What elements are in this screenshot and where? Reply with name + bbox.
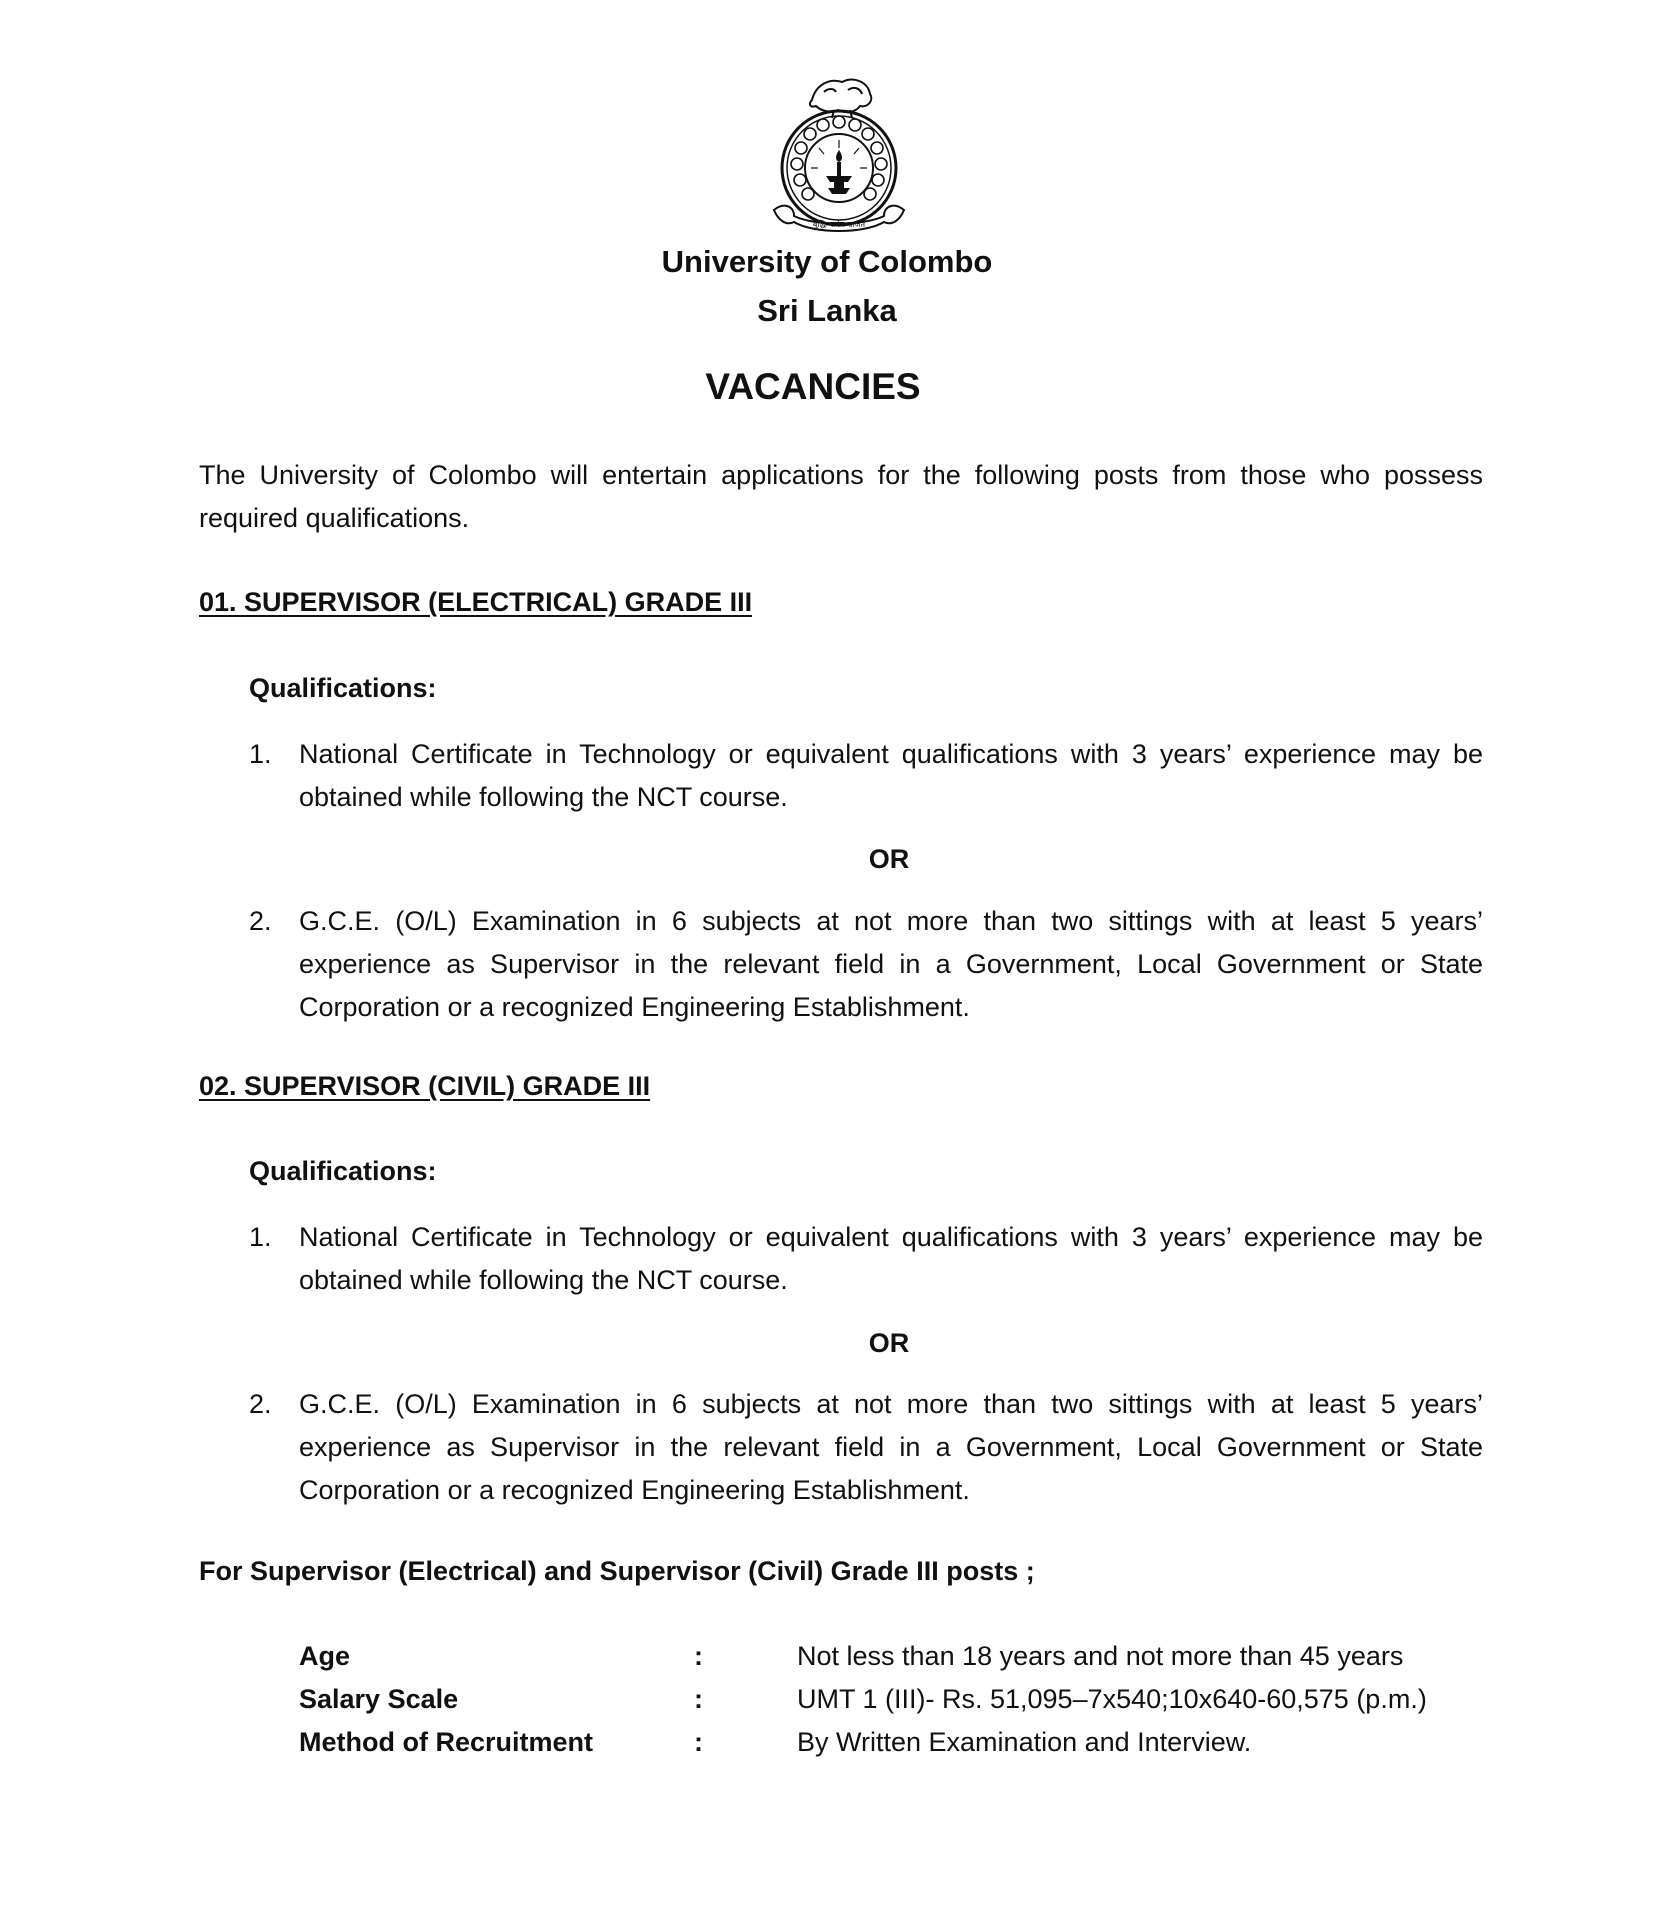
detail-label: Method of Recruitment [299,1727,593,1757]
crest-motto: बुद्धिः सर्वत्र भ्राजते [812,220,866,229]
item-text: G.C.E. (O/L) Examination in 6 subjects at not more than two sittings with at least 5 years’ experience as Supervisor in the relevant field in a Government, Local Government or State Corporation or a recognized Engineering Establishment. [299,906,1483,1022]
detail-row-recruitment [299,1727,1499,1770]
or-separator: OR [868,844,910,874]
detail-value: UMT 1 (III)- Rs. 51,095–7x540;10x640-60,575 (p.m.) [797,1684,1427,1714]
item-number: 1. [249,1222,272,1252]
detail-colon: : [694,1641,703,1671]
university-name: University of Colombo [661,244,993,279]
country-name: Sri Lanka [757,293,897,328]
detail-label: Age [299,1641,351,1671]
item-text: National Certificate in Technology or equivalent qualifications with 3 years’ experience may be obtained while following the NCT course. [299,739,1483,812]
qualifications-label: Qualifications: [249,673,437,703]
qualification-item [249,1216,1483,1302]
or-separator: OR [868,1328,910,1358]
detail-label: Salary Scale [299,1684,459,1714]
detail-value: Not less than 18 years and not more than 45 years [797,1641,1404,1671]
intro-paragraph: The University of Colombo will entertain applications for the following posts from those who possess required qualifications. [199,460,1483,533]
qualification-item [249,733,1483,819]
detail-colon: : [694,1684,703,1714]
page-title: VACANCIES [705,366,921,407]
post-heading-electrical: 01. SUPERVISOR (ELECTRICAL) GRADE III [199,587,753,617]
item-text: National Certificate in Technology or equivalent qualifications with 3 years’ experience may be obtained while following the NCT course. [299,1222,1483,1295]
post-heading-civil: 02. SUPERVISOR (CIVIL) GRADE III [199,1071,651,1101]
item-number: 2. [249,906,272,936]
qualification-item [249,900,1483,1029]
common-details-heading: For Supervisor (Electrical) and Supervisor (Civil) Grade III posts ; [199,1556,1035,1586]
university-crest-icon [764,70,914,242]
qualifications-label: Qualifications: [249,1156,437,1186]
detail-value: By Written Examination and Interview. [797,1727,1252,1757]
detail-row-salary [299,1684,1499,1727]
qualification-item [249,1383,1483,1512]
item-text: G.C.E. (O/L) Examination in 6 subjects at not more than two sittings with at least 5 years’ experience as Supervisor in the relevant field in a Government, Local Government or State Corporation or a recognized Engineering Establishment. [299,1389,1483,1505]
item-number: 1. [249,739,272,769]
detail-colon: : [694,1727,703,1757]
item-number: 2. [249,1389,272,1419]
detail-row-age [299,1641,1499,1684]
